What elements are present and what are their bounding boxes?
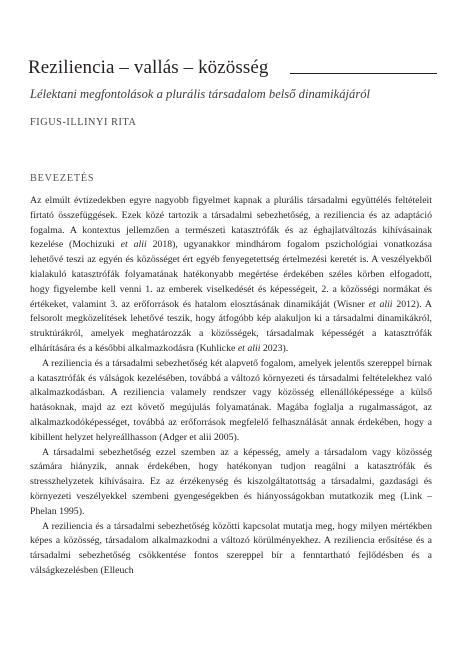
paragraph-1-part-4: 2023).	[260, 342, 289, 354]
author-name: FIGUS-ILLINYI RITA	[30, 117, 137, 128]
citation-et-alii-1: et alii	[120, 239, 147, 251]
section-heading: BEVEZETÉS	[30, 173, 95, 184]
page-title: Reziliencia – vallás – közösség	[28, 57, 269, 78]
title-rule	[290, 73, 437, 74]
citation-et-alii-3: et alii	[237, 342, 261, 354]
body-text	[30, 194, 432, 579]
paragraph-2: A reziliencia és a társadalmi sebezhetőség két alapvető fogalom, amelyek jelentős szereppel bírnak a katasztrófák és válságok kezelésében, továbbá a változó környezeti és társadalmi feltételekhez való alkalmazkodásban. A reziliencia valamely rendszer vagy közösség ellenállóképessége a külső hatásoknak, majd az ezt követő megújulás folyamatának. Magába foglalja a rugalmasságot, az alkalmazkodóképességet, továbbá az erőforrások megfelelő felhasználását annak érdekében, hogy a kibillent helyzet helyreállhasson (Adger et alii 2005).	[30, 357, 432, 443]
paragraph-4: A reziliencia és a társadalmi sebezhetőség közötti kapcsolat mutatja meg, hogy milyen mértékben képes a közösség, társadalom alkalmazkodni a változó körülményekhez. A reziliencia erősítése és a társadalmi sebezhetőség csökkentése fontos szereppel bír a fenntartható fejlődésben és a válságkezelésben (Elleuch	[30, 520, 432, 576]
title-row	[28, 57, 416, 83]
paragraph-1-part-2: 2018), ugyanakkor mindhárom fogalom pszichológiai vonatkozása lehetővé teszi az egyén és közösséget ért egyéb fenyegetettség értelmezési keretét is. A veszélyekből kialakuló katasztrófák folyamatának hatékonyabb megértése érdekében széles körben elfogadott, hogy figyelembe kell venni 1. az emberek viselkedését és képességeit, 2. a közösségi normákat és értékeket, valamint 3. az erőforrások és hatalom elosztásának dinamikáját (Wisner	[30, 239, 433, 310]
paragraph-3: A társadalmi sebezhetőség ezzel szemben az a képesség, amely a társadalom vagy közösség számára hiányzik, annak érdekében, hogy hatékonyan tudjon reagálni a katasztrófák és stresszhelyzetek kihívásaira. Ez az érzékenység és kiszolgáltatottság a társadalmi, gazdasági és környezeti veszélyekkel szembeni gyengeségekben és hiányosságokban mutatkozik meg (Link – Phelan 1995).	[30, 446, 432, 517]
citation-et-alii-2: et alii	[368, 298, 393, 310]
paragraph-1-part-1: Az elmúlt évtizedekben egyre nagyobb figyelmet kapnak a plurális társadalmi együttélés feltételeit firtató összefüggések. Ezek közé tartozik a társadalmi sebezhetőség, a reziliencia és az adaptáció fogalma. A kontextus jellemzően a természeti katasztrófák és az éghajlatváltozás kihívásainak kezelése (Mochizuki	[30, 195, 432, 251]
page-subtitle: Lélektani megfontolások a plurális társadalom belső dinamikájáról	[30, 87, 371, 101]
paragraph-1	[30, 194, 432, 357]
paragraph-1-part-3: 2012). A felsorolt megközelítések lehetővé teszik, hogy átfogóbb kép alakuljon ki a társadalmi dinamikákról, struktúrákról, amelyek meghatározzák a közösségek, társadalmak képességét a katasztrófák elhárítására és a későbbi alkalmazkodásra (Kuhlicke	[30, 298, 432, 354]
